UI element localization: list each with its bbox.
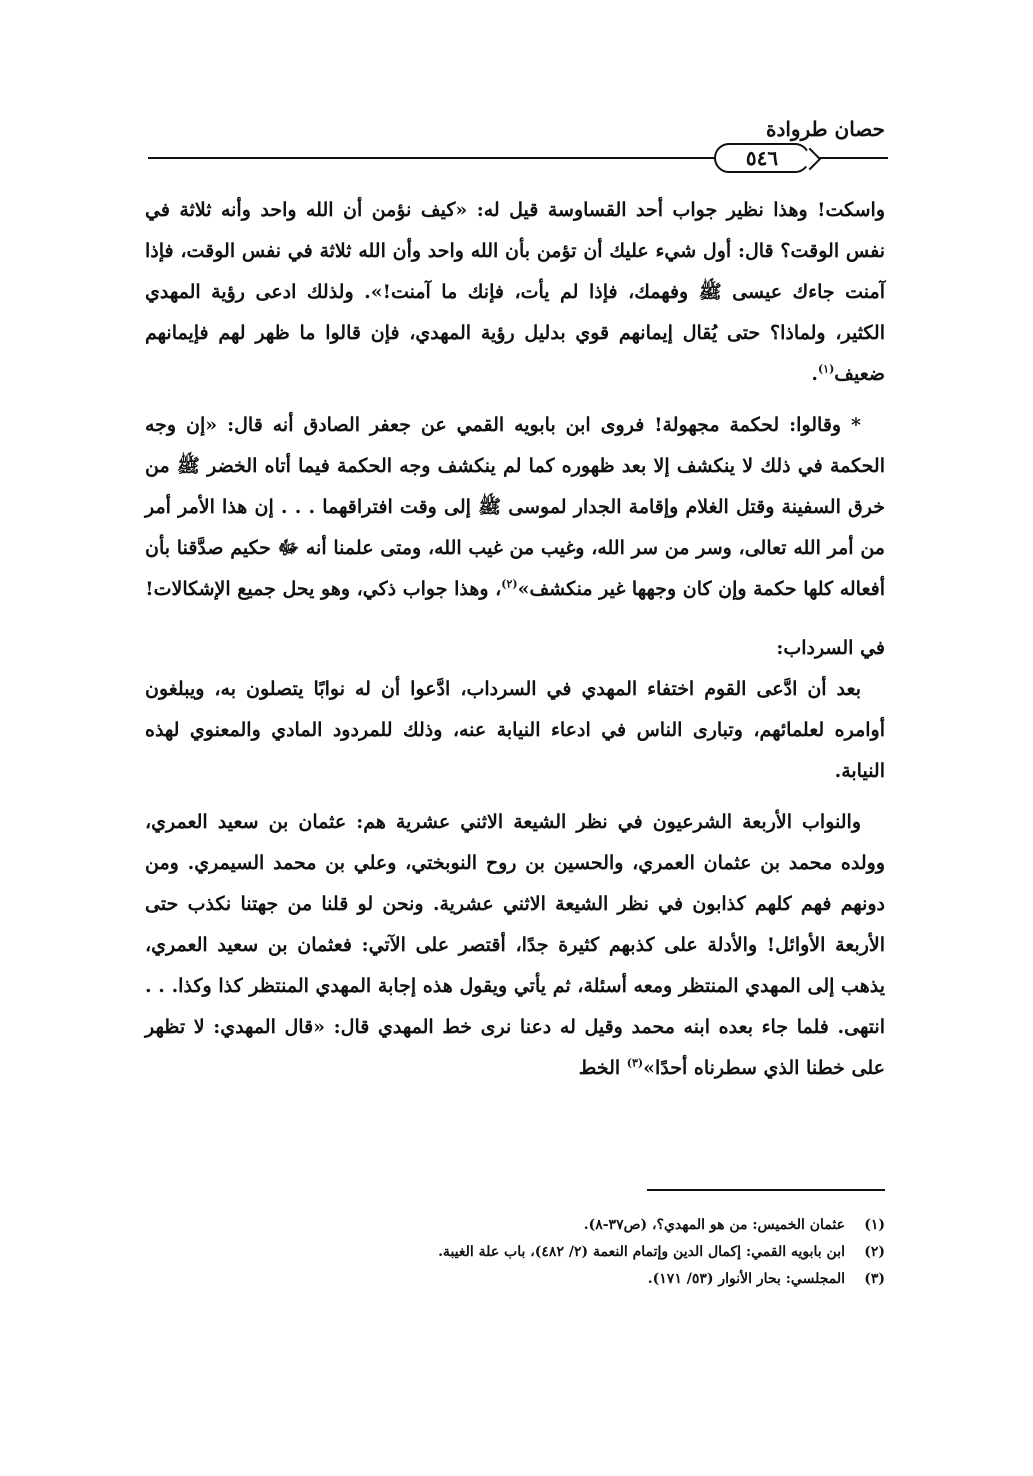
main-text (145, 190, 885, 1089)
footnote-number: (٢) (864, 1244, 885, 1260)
footnote-text: ابن بابويه القمي: إكمال الدين وإتمام النعمة (٢/ ٤٨٢)، باب علة الغيبة. (438, 1244, 845, 1260)
paragraph-3: بعد أن ادَّعى القوم اختفاء المهدي في السرداب، ادَّعوا أن له نوابًا يتصلون به، ويبلغون أوامره لعلمائهم، وتبارى الناس في ادعاء النيابة عنه، وذلك للمردود المادي والمعنوي لهذه النيابة. (145, 678, 885, 782)
running-title: حصان طروادة (765, 117, 885, 141)
paragraph-4-text: والنواب الأربعة الشرعيون في نظر الشيعة الاثني عشرية هم: عثمان بن سعيد العمري، وولده محمد بن عثمان العمري، والحسين بن روح النوبختي، وعلي بن محمد السيمري. ومن دونهم فهم كلهم كذابون في نظر الشيعة الاثني عشرية. ونحن لو قلنا من جهتنا نكذب حتى الأربعة الأوائل! والأدلة على كذبهم كثيرة جدًا، أقتصر على الآتي: فعثمان بن سعيد العمري، يذهب إلى المهدي المنتظر ومعه أسئلة، ثم يأتي ويقول هذه إجابة المهدي المنتظر كذا وكذا. . . انتهى. فلما جاء بعده ابنه محمد وقيل له دعنا نرى خط المهدي قال: «قال المهدي: لا تظهر على خطنا الذي سطرناه أحدًا» (145, 811, 885, 1079)
footnote-text: عثمان الخميس: من هو المهدي؟، (ص٣٧-٨). (583, 1217, 845, 1233)
footnote-text: المجلسي: بحار الأنوار (٥٣/ ١٧١). (647, 1271, 845, 1287)
footnote-ref-3: (٣) (626, 1056, 644, 1070)
footnote-rule (647, 1189, 885, 1191)
footnote-number: (١) (864, 1217, 885, 1233)
footnote-number: (٣) (864, 1271, 885, 1287)
page-number: ٥٤٦ (745, 146, 779, 170)
paragraph-1 (145, 190, 885, 395)
paragraph-2-end: ، وهذا جواب ذكي، وهو يحل جميع الإشكالات! (145, 578, 502, 600)
paragraph-4-end: الخط (578, 1057, 627, 1079)
footnotes (145, 1212, 885, 1293)
paragraph-1-text: واسكت! وهذا نظير جواب أحد القساوسة قيل له: «كيف نؤمن أن الله واحد وأنه ثلاثة في نفس الوقت؟ قال: أول شيء عليك أن تؤمن بأن الله واحد وأن الله ثلاثة في نفس الوقت، فإذا آمنت جاءك عيسى ﷺ وفهمك، فإذا لم يأت، فإنك ما آمنت!». ولذلك ادعى رؤية المهدي الكثير، ولماذا؟ حتى يُقال إيمانهم قوي بدليل رؤية المهدي، فإن قالوا ما ظهر لهم فإيمانهم ضعيف (145, 199, 885, 385)
page-number-badge (714, 143, 810, 173)
footnote-ref-1: (١) (817, 362, 835, 376)
section-heading: في السرداب: (776, 637, 885, 659)
footnote-2 (145, 1239, 885, 1266)
footnote-3 (145, 1266, 885, 1293)
paragraph-1-end: . (811, 363, 818, 385)
footnote-ref-2: (٢) (501, 577, 518, 591)
footnote-1 (145, 1212, 885, 1239)
paragraph-2 (145, 405, 885, 610)
paragraph-4 (145, 802, 885, 1089)
paragraph-2-text: * وقالوا: لحكمة مجهولة! فروى ابن بابويه القمي عن جعفر الصادق أنه قال: «إن وجه الحكمة في ذلك لا ينكشف إلا بعد ظهوره كما لم ينكشف وجه الحكمة فيما أتاه الخضر ﷺ من خرق السفينة وقتل الغلام وإقامة الجدار لموسى ﷺ إلى وقت افتراقهما . . . إن هذا الأمر أمر من أمر الله تعالى، وسر من سر الله، وغيب من غيب الله، ومتى علمنا أنه ﷻ حكيم صدَّقنا بأن أفعاله كلها حكمة وإن كان وجهها غير منكشف» (145, 414, 885, 600)
